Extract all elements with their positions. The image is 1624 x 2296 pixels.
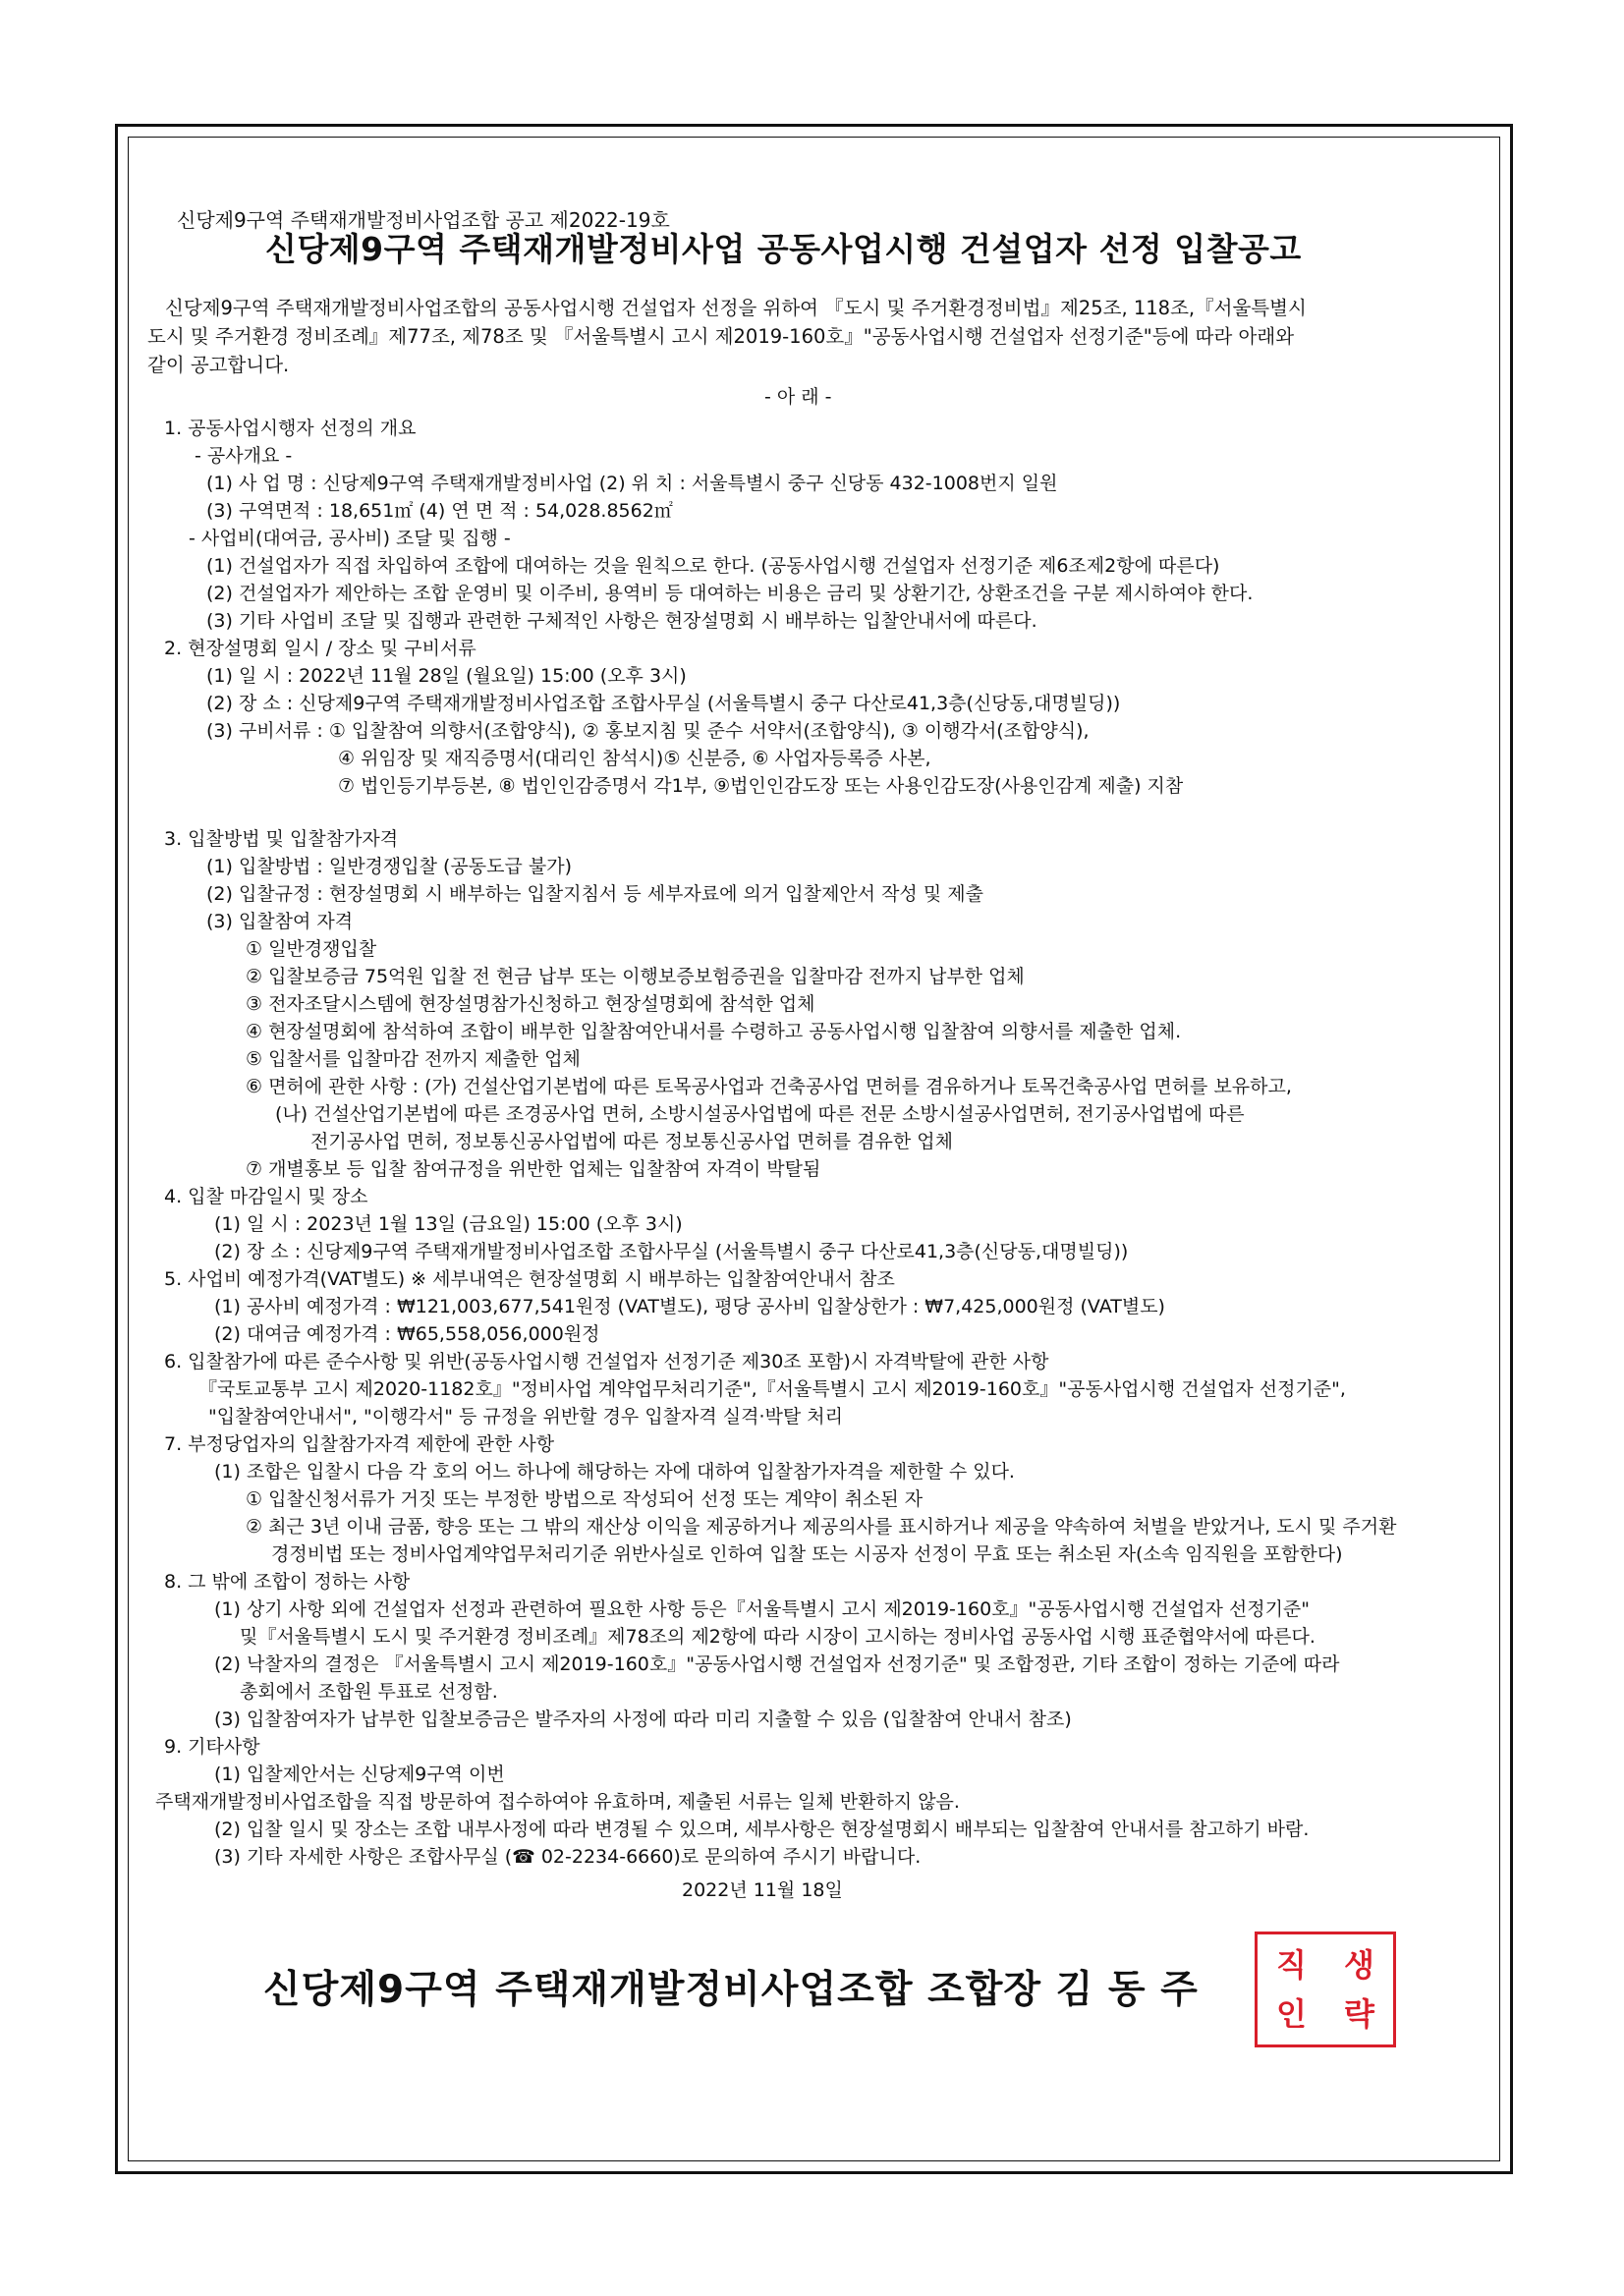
section-9-heading: 9. 기타사항 <box>164 1736 260 1758</box>
list-item: (3) 기타 자세한 사항은 조합사무실 (☎ 02-2234-6660)로 문의하여 주시기 바랍니다. <box>214 1846 922 1868</box>
section-2-heading: 2. 현장설명회 일시 / 장소 및 구비서류 <box>164 638 476 659</box>
list-item: ⑤ 입찰서를 입찰마감 전까지 제출한 업체 <box>246 1048 581 1070</box>
section-3-heading: 3. 입찰방법 및 입찰참가자격 <box>164 828 399 850</box>
sub-heading: - 사업비(대여금, 공사비) 조달 및 집행 - <box>189 528 511 549</box>
list-item: ⑦ 개별홍보 등 입찰 참여규정을 위반한 업체는 입찰참여 자격이 박탈됨 <box>246 1158 821 1180</box>
list-item: ④ 현장설명회에 참석하여 조합이 배부한 입찰참여안내서를 수령하고 공동사업시행 입찰참여 의향서를 제출한 업체. <box>246 1021 1182 1042</box>
center-label: - 아 래 - <box>764 386 832 408</box>
list-item: (2) 장 소 : 신당제9구역 주택재개발정비사업조합 조합사무실 (서울특별시 중구 다산로41,3층(신당동,대명빌딩)) <box>206 693 1121 714</box>
list-item: (1) 입찰제안서는 신당제9구역 이번 <box>214 1764 505 1785</box>
list-item: (1) 일 시 : 2023년 1월 13일 (금요일) 15:00 (오후 3시) <box>214 1213 683 1235</box>
list-item: 주택재개발정비사업조합을 직접 방문하여 접수하여야 유효하며, 제출된 서류는 일체 반환하지 않음. <box>155 1791 960 1813</box>
intro-line-1: 신당제9구역 주택재개발정비사업조합의 공동사업시행 건설업자 선정을 위하여 『도시 및 주거환경정비법』제25조, 118조,『서울특별시 <box>165 297 1307 319</box>
list-item: ⑦ 법인등기부등본, ⑧ 법인인감증명서 각1부, ⑨법인인감도장 또는 사용인감도장(사용인감계 제출) 지참 <box>338 775 1184 797</box>
list-item: 전기공사업 면허, 정보통신공사업법에 따른 정보통신공사업 면허를 겸유한 업체 <box>310 1131 953 1152</box>
list-item: (3) 기타 사업비 조달 및 집행과 관련한 구체적인 사항은 현장설명회 시 배부하는 입찰안내서에 따른다. <box>206 610 1037 632</box>
list-item: 및『서울특별시 도시 및 주거환경 정비조례』제78조의 제2항에 따라 시장이 고시하는 정비사업 공동사업 시행 표준협약서에 따른다. <box>240 1626 1316 1648</box>
list-item: (1) 입찰방법 : 일반경쟁입찰 (공동도급 불가) <box>206 856 573 877</box>
list-item: (2) 입찰규정 : 현장설명회 시 배부하는 입찰지침서 등 세부자료에 의거 입찰제안서 작성 및 제출 <box>206 883 983 905</box>
list-item: (2) 대여금 예정가격 : ₩65,558,056,000원정 <box>214 1323 600 1345</box>
list-item: 『국토교통부 고시 제2020-1182호』"정비사업 계약업무처리기준",『서울특별시 고시 제2019-160호』"공동사업시행 건설업자 선정기준", <box>198 1378 1346 1400</box>
list-item: (2) 낙찰자의 결정은 『서울특별시 고시 제2019-160호』"공동사업시행 건설업자 선정기준" 및 조합정관, 기타 조합이 정하는 기준에 따라 <box>214 1653 1340 1675</box>
list-item: ⑥ 면허에 관한 사항 : (가) 건설산업기본법에 따른 토목공사업과 건축공사업 면허를 겸유하거나 토목건축공사업 면허를 보유하고, <box>246 1076 1292 1097</box>
list-item: (1) 건설업자가 직접 차입하여 조합에 대여하는 것을 원칙으로 한다. (공동사업시행 건설업자 선정기준 제6조제2항에 따른다) <box>206 555 1220 577</box>
intro-line-3: 같이 공고합니다. <box>147 354 290 376</box>
list-item: (2) 건설업자가 제안하는 조합 운영비 및 이주비, 용역비 등 대여하는 비용은 금리 및 상환기간, 상환조건을 구분 제시하여야 한다. <box>206 583 1254 604</box>
seal-char: 직 <box>1276 1946 1307 1984</box>
list-item: (1) 일 시 : 2022년 11월 28일 (월요일) 15:00 (오후 3시) <box>206 665 687 687</box>
section-6-heading: 6. 입찰참가에 따른 준수사항 및 위반(공동사업시행 건설업자 선정기준 제30조 포함)시 자격박탈에 관한 사항 <box>164 1351 1049 1372</box>
list-item: (3) 구역면적 : 18,651㎡ (4) 연 면 적 : 54,028.8562㎡ <box>206 500 673 522</box>
list-item: (3) 입찰참여 자격 <box>206 911 354 932</box>
notice-number: 신당제9구역 주택재개발정비사업조합 공고 제2022-19호 <box>177 208 670 232</box>
signer-name: 신당제9구역 주택재개발정비사업조합 조합장 김 동 주 <box>263 1968 1199 2012</box>
section-8-heading: 8. 그 밖에 조합이 정하는 사항 <box>164 1571 411 1593</box>
section-4-heading: 4. 입찰 마감일시 및 장소 <box>164 1186 368 1207</box>
list-item: (2) 장 소 : 신당제9구역 주택재개발정비사업조합 조합사무실 (서울특별시 중구 다산로41,3층(신당동,대명빌딩)) <box>214 1241 1129 1262</box>
seal-char: 생 <box>1344 1946 1374 1984</box>
list-item: (1) 공사비 예정가격 : ₩121,003,677,541원정 (VAT별도), 평당 공사비 입찰상한가 : ₩7,425,000원정 (VAT별도) <box>214 1296 1165 1317</box>
list-item: (2) 입찰 일시 및 장소는 조합 내부사정에 따라 변경될 수 있으며, 세부사항은 현장설명회시 배부되는 입찰참여 안내서를 참고하기 바람. <box>214 1819 1310 1840</box>
list-item: 총회에서 조합원 투표로 선정함. <box>240 1681 498 1703</box>
notice-date: 2022년 11월 18일 <box>682 1879 843 1901</box>
list-item: (1) 상기 사항 외에 건설업자 선정과 관련하여 필요한 사항 등은『서울특별시 고시 제2019-160호』"공동사업시행 건설업자 선정기준" <box>214 1598 1311 1620</box>
list-item: ① 입찰신청서류가 거짓 또는 부정한 방법으로 작성되어 선정 또는 계약이 취소된 자 <box>246 1488 924 1510</box>
list-item: (1) 조합은 입찰시 다음 각 호의 어느 하나에 해당하는 자에 대하여 입찰참가자격을 제한할 수 있다. <box>214 1461 1015 1483</box>
list-item: ① 일반경쟁입찰 <box>246 938 377 960</box>
intro-line-2: 도시 및 주거환경 정비조례』제77조, 제78조 및 『서울특별시 고시 제2019-160호』"공동사업시행 건설업자 선정기준"등에 따라 아래와 <box>147 325 1295 348</box>
list-item: (3) 구비서류 : ① 입찰참여 의향서(조합양식), ② 홍보지침 및 준수 서약서(조합양식), ③ 이행각서(조합양식), <box>206 720 1090 742</box>
section-7-heading: 7. 부정당업자의 입찰참가자격 제한에 관한 사항 <box>164 1433 555 1455</box>
list-item: (나) 건설산업기본법에 따른 조경공사업 면허, 소방시설공사업법에 따른 전문 소방시설공사업면허, 전기공사업법에 따른 <box>275 1103 1245 1125</box>
list-item: ② 입찰보증금 75억원 입찰 전 현금 납부 또는 이행보증보험증권을 입찰마감 전까지 납부한 업체 <box>246 966 1025 987</box>
list-item: ③ 전자조달시스템에 현장설명참가신청하고 현장설명회에 참석한 업체 <box>246 993 815 1015</box>
list-item: 경정비법 또는 정비사업계약업무처리기준 위반사실로 인하여 입찰 또는 시공자 선정이 무효 또는 취소된 자(소속 임직원을 포함한다) <box>271 1543 1343 1565</box>
list-item: (1) 사 업 명 : 신당제9구역 주택재개발정비사업 (2) 위 치 : 서울특별시 중구 신당동 432-1008번지 일원 <box>206 473 1058 494</box>
section-5-heading: 5. 사업비 예정가격(VAT별도) ※ 세부내역은 현장설명회 시 배부하는 입찰참여안내서 참조 <box>164 1268 895 1290</box>
list-item: ④ 위임장 및 재직증명서(대리인 참석시)⑤ 신분증, ⑥ 사업자등록증 사본, <box>338 748 931 769</box>
document-title: 신당제9구역 주택재개발정비사업 공동사업시행 건설업자 선정 입찰공고 <box>265 230 1302 268</box>
official-seal-stamp <box>1255 1932 1396 2047</box>
list-item: "입찰참여안내서", "이행각서" 등 규정을 위반할 경우 입찰자격 실격·박탈 처리 <box>208 1406 843 1428</box>
seal-char: 인 <box>1276 1995 1307 2033</box>
list-item: ② 최근 3년 이내 금품, 향응 또는 그 밖의 재산상 이익을 제공하거나 제공의사를 표시하거나 제공을 약속하여 처벌을 받았거나, 도시 및 주거환 <box>246 1516 1397 1538</box>
list-item: (3) 입찰참여자가 납부한 입찰보증금은 발주자의 사정에 따라 미리 지출할 수 있음 (입찰참여 안내서 참조) <box>214 1708 1072 1730</box>
sub-heading: - 공사개요 - <box>195 445 293 467</box>
seal-char: 략 <box>1344 1995 1374 2033</box>
section-1-heading: 1. 공동사업시행자 선정의 개요 <box>164 418 417 439</box>
